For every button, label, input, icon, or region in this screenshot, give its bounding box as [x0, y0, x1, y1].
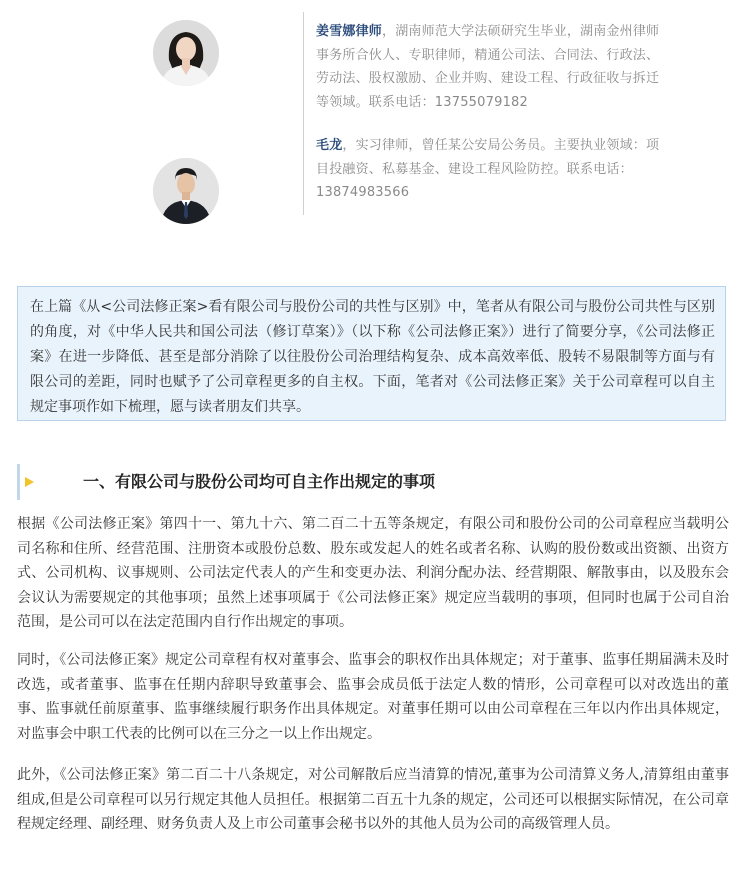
paragraph-3: 此外，《公司法修正案》第二百二十八条规定，对公司解散后应当清算的情况,董事为公司清算义务人,清算组由董事组成,但是公司章程可以另行规定其他人员担任。根据第二百五十九条的规定，公司还可以根据实际情况，在公司章程规定经理、副经理、财务负责人及上市公司董事会秘书以外的其他人员为公司的高级管理人员。 [17, 767, 729, 832]
bio-divider [303, 12, 304, 215]
heading-accent-bar [17, 464, 20, 500]
male-portrait-icon [153, 158, 219, 224]
author-avatar-male [153, 158, 219, 224]
paragraph-1: 根据《公司法修正案》第四十一、第九十六、第二百二十五等条规定，有限公司和股份公司的公司章程应当载明公司名称和住所、经营范围、注册资本或股份总数、股东或发起人的姓名或者名称、认购的股份数或出资额、出资方式、公司机构、议事规则、公司法定代表人的产生和变更办法、利润分配办法、经营期限、解散事由，以及股东会会议认为需要规定的其他事项；虽然上述事项属于《公司法修正案》规定应当载明的事项，但同时也属于公司自治范围，是公司可以在法定范围内自行作出规定的事项。 [17, 516, 729, 630]
female-portrait-icon [153, 20, 219, 86]
section-heading-text: 一、有限公司与股份公司均可自主作出规定的事项 [83, 472, 436, 491]
author-bio-text-2: ，实习律师，曾任某公安局公务员。主要执业领域：项目投融资、私募基金、建设工程风险防控。联系电话：13874983566 [316, 138, 660, 200]
intro-box: 在上篇《从<公司法修正案>看有限公司与股份公司的共性与区别》中，笔者从有限公司与股份公司共性与区别的角度，对《中华人民共和国公司法（修订草案）》（以下称《公司法修正案》）进行了简要分享，《公司法修正案》在进一步降低、甚至是部分消除了以往股份公司治理结构复杂、成本高效率低、股转不易限制等方面与有限公司的差距，同时也赋予了公司章程更多的自主权。下面，笔者对《公司法修正案》关于公司章程可以自主规定事项作如下梳理，愿与读者朋友们共享。 [17, 286, 726, 421]
triangle-icon [25, 477, 34, 487]
author-name-1: 姜雪娜律师 [316, 24, 383, 39]
author-bio-text-1: ，湖南师范大学法硕研究生毕业，湖南金州律师事务所合伙人、专职律师，精通公司法、合同法、行政法、劳动法、股权激励、企业并购、建设工程、行政征收与拆迁等领域。联系电话：13755079182 [316, 24, 660, 110]
author-bio-1 [316, 20, 668, 114]
author-avatar-female [153, 20, 219, 86]
paragraph-2: 同时，《公司法修正案》规定公司章程有权对董事会、监事会的职权作出具体规定；对于董事、监事任期届满未及时改选，或者董事、监事在任期内辞职导致董事会、监事会成员低于法定人数的情形，公司章程可以对改选出的董事、监事就任前原董事、监事继续履行职务作出具体规定。对董事任期可以由公司章程在三年以内作出具体规定，对监事会中职工代表的比例可以在三分之一以上作出规定。 [17, 652, 729, 742]
author-name-2: 毛龙 [316, 138, 343, 153]
author-section [0, 0, 748, 250]
author-bio-2 [316, 134, 668, 205]
section-heading [17, 464, 726, 500]
